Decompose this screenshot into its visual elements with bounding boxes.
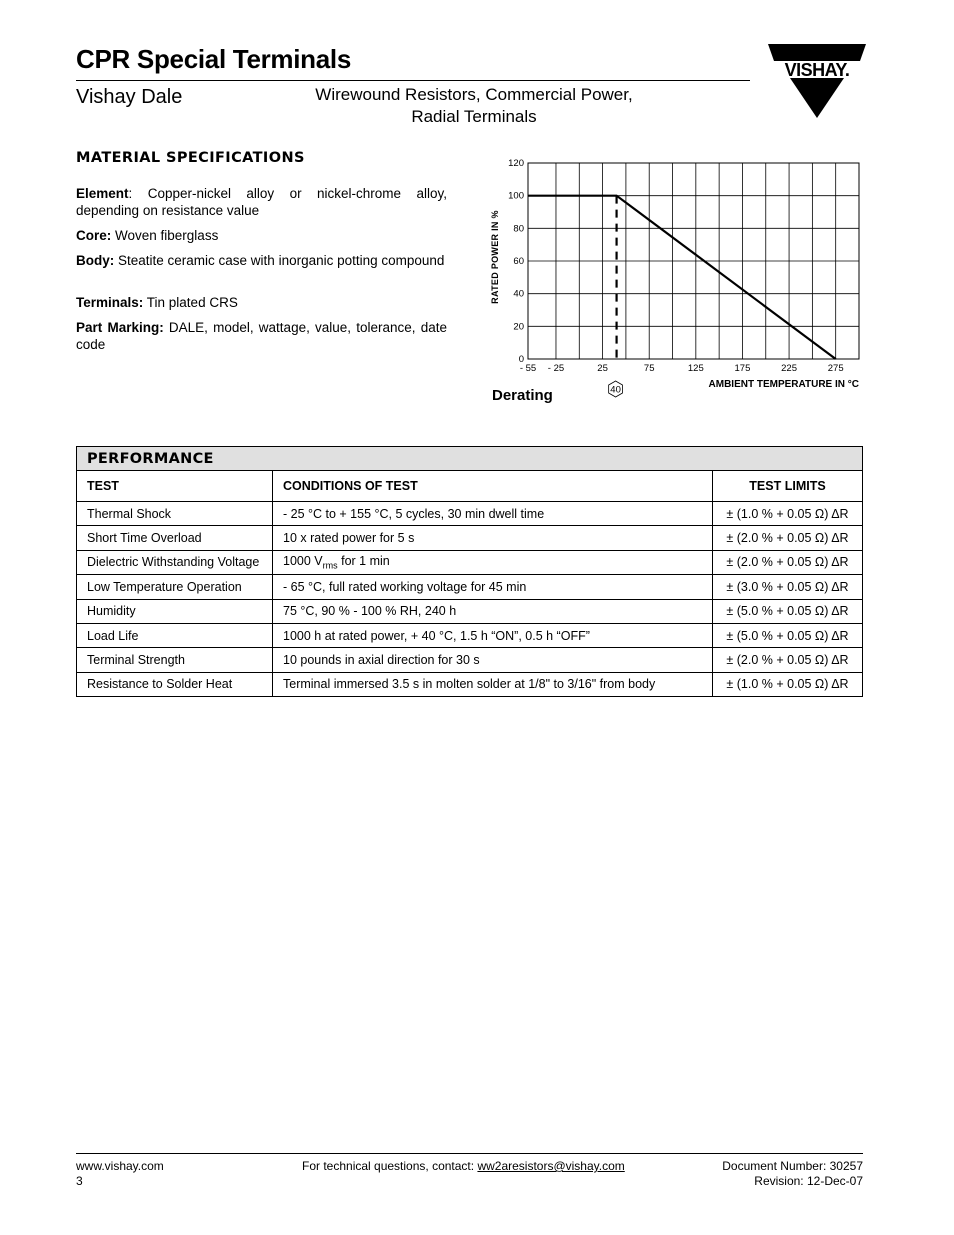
test-name: Thermal Shock: [77, 502, 273, 526]
chart-marker: [609, 196, 623, 397]
chart-ticks: [508, 158, 843, 374]
performance-heading: PERFORMANCE: [77, 447, 863, 471]
table-row: [77, 575, 863, 599]
test-conditions: - 25 °C to + 155 °C, 5 cycles, 30 min dwell time: [273, 502, 713, 526]
y-tick-label: 80: [513, 223, 524, 235]
spec-text: Woven fiberglass: [111, 228, 219, 243]
column-header-limits: TEST LIMITS: [713, 471, 863, 502]
table-band: [77, 447, 863, 471]
title-divider: [76, 80, 750, 81]
spec-element: [76, 185, 447, 219]
logo-wordmark: VISHAY.: [784, 60, 850, 80]
test-conditions: Terminal immersed 3.5 s in molten solder at 1/8" to 3/16" from body: [273, 672, 713, 696]
chart-title: Derating: [492, 387, 553, 404]
product-subtitle: [296, 84, 652, 128]
x-tick-label: 225: [781, 363, 798, 374]
y-tick-label: 60: [513, 256, 524, 267]
subtitle-line-1: Wirewound Resistors, Commercial Power,: [315, 85, 633, 104]
x-tick-label: - 55: [519, 363, 537, 374]
chart-series: [528, 196, 836, 359]
x-tick-label: 275: [827, 363, 844, 374]
table-row: [77, 550, 863, 574]
chart-grid: [528, 163, 859, 359]
spec-text: Steatite ceramic case with inorganic potting compound: [114, 253, 445, 268]
test-limit: ± (3.0 % + 0.05 Ω) ΔR: [713, 575, 863, 599]
subtitle-line-2: Radial Terminals: [411, 107, 537, 126]
spec-label: Core:: [76, 228, 112, 243]
test-conditions: - 65 °C, full rated working voltage for 45 min: [273, 575, 713, 599]
material-specifications-heading: MATERIAL SPECIFICATIONS: [76, 150, 305, 166]
test-limit: ± (1.0 % + 0.05 Ω) ΔR: [713, 502, 863, 526]
table-row: [77, 599, 863, 623]
test-name: Humidity: [77, 599, 273, 623]
test-limit: ± (5.0 % + 0.05 Ω) ΔR: [713, 599, 863, 623]
test-name: Load Life: [77, 623, 273, 647]
test-conditions: 10 pounds in axial direction for 30 s: [273, 648, 713, 672]
y-axis-label: RATED POWER IN %: [490, 210, 500, 304]
x-tick-label: 125: [687, 363, 704, 374]
y-tick-label: 0: [518, 354, 524, 365]
performance-table: [76, 446, 863, 697]
conditions-subscript: rms: [322, 560, 338, 571]
column-header-test: TEST: [77, 471, 273, 502]
table-row: [77, 623, 863, 647]
test-name: Short Time Overload: [77, 526, 273, 550]
page-number: 3: [76, 1174, 83, 1188]
spec-text: Tin plated CRS: [143, 295, 238, 310]
brand-name: Vishay Dale: [76, 86, 183, 108]
test-name: Low Temperature Operation: [77, 575, 273, 599]
test-conditions: 10 x rated power for 5 s: [273, 526, 713, 550]
test-conditions: [273, 550, 713, 574]
spec-core: [76, 227, 447, 244]
spec-label: Element: [76, 186, 129, 201]
y-tick-label: 20: [513, 321, 524, 333]
spec-label: Body:: [76, 253, 115, 268]
contact-email-link[interactable]: ww2aresistors@vishay.com: [477, 1159, 625, 1173]
revision-date: Revision: 12-Dec-07: [754, 1174, 863, 1188]
contact-prefix: For technical questions, contact:: [302, 1159, 478, 1173]
test-limit: ± (5.0 % + 0.05 Ω) ΔR: [713, 623, 863, 647]
footer-contact: [302, 1159, 625, 1174]
table-row: [77, 648, 863, 672]
x-tick-label: 25: [597, 363, 608, 374]
table-row: [77, 526, 863, 550]
x-tick-label: 75: [643, 363, 655, 374]
test-limit: ± (2.0 % + 0.05 Ω) ΔR: [713, 526, 863, 550]
test-name: Resistance to Solder Heat: [77, 672, 273, 696]
conditions-voltage: 1000 V: [283, 554, 323, 569]
vishay-logo: [768, 44, 866, 120]
spec-part-marking: [76, 319, 447, 353]
spec-text: : Copper-nickel alloy or nickel-chrome alloy, depending on resistance value: [76, 186, 447, 218]
y-tick-label: 100: [508, 190, 524, 202]
test-limit: ± (2.0 % + 0.05 Ω) ΔR: [713, 648, 863, 672]
derating-curve: [528, 196, 836, 359]
test-name: Terminal Strength: [77, 648, 273, 672]
spec-text: DALE, model, wattage, value, tolerance, date code: [76, 320, 447, 352]
page-title: CPR Special Terminals: [76, 44, 351, 74]
spec-label: Terminals:: [76, 295, 144, 310]
x-axis-label: AMBIENT TEMPERATURE IN °C: [708, 379, 859, 390]
spec-body: [76, 252, 447, 269]
test-limit: ± (1.0 % + 0.05 Ω) ΔR: [713, 672, 863, 696]
test-conditions: 75 °C, 90 % - 100 % RH, 240 h: [273, 599, 713, 623]
test-name: Dielectric Withstanding Voltage: [77, 550, 273, 574]
spec-terminals: [76, 294, 447, 311]
table-header-row: [77, 471, 863, 502]
conditions-duration: for 1 min: [337, 554, 390, 569]
derating-chart: [486, 150, 876, 410]
test-conditions: 1000 h at rated power, + 40 °C, 1.5 h “ON”, 0.5 h “OFF”: [273, 623, 713, 647]
x-tick-label: 175: [734, 363, 751, 374]
x-tick-label: - 25: [547, 363, 565, 374]
table-row: [77, 502, 863, 526]
marker-label: 40: [610, 384, 621, 396]
column-header-conditions: CONDITIONS OF TEST: [273, 471, 713, 502]
footer-website: www.vishay.com: [76, 1159, 164, 1173]
footer-divider: [76, 1153, 863, 1154]
document-number: Document Number: 30257: [722, 1159, 863, 1173]
test-limit: ± (2.0 % + 0.05 Ω) ΔR: [713, 550, 863, 574]
table-row: [77, 672, 863, 696]
y-tick-label: 120: [508, 158, 524, 169]
spec-label: Part Marking:: [76, 320, 164, 335]
y-tick-label: 40: [513, 288, 524, 300]
